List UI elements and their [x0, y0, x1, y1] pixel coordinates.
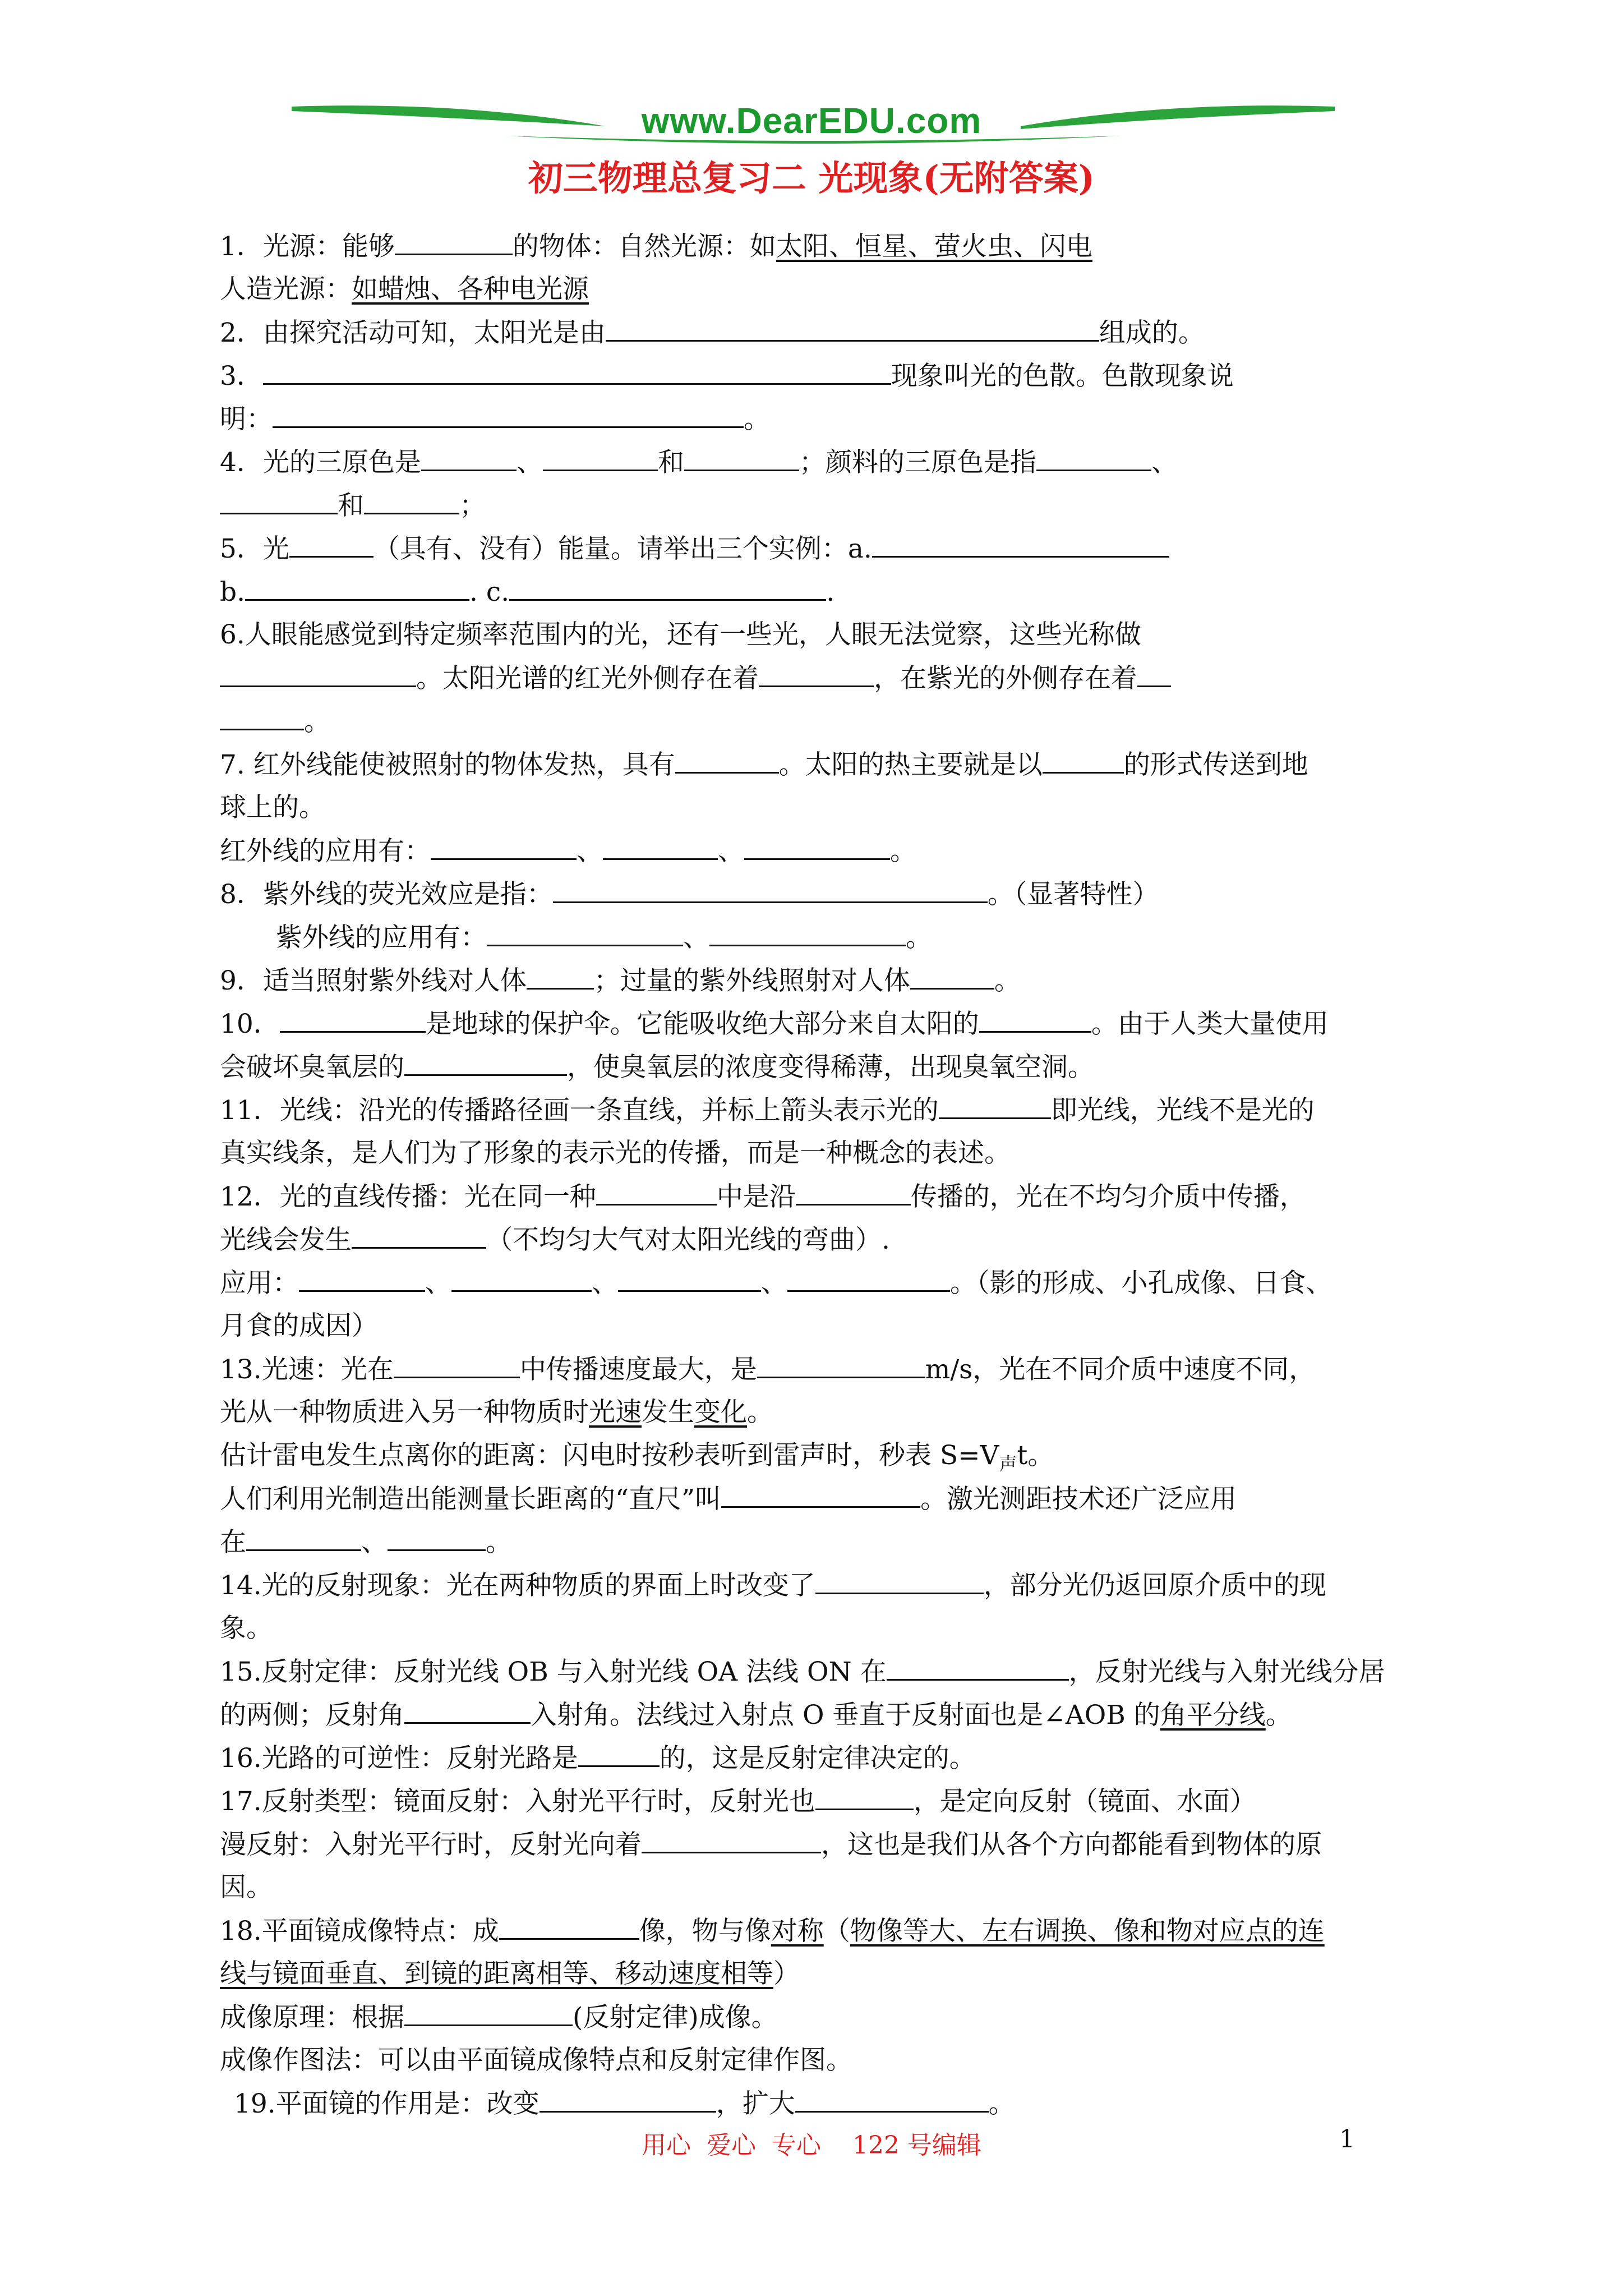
text: 像，物与像 — [639, 1916, 771, 1947]
blank — [744, 829, 890, 860]
item-6-line-3 — [220, 700, 1426, 743]
text: 5．光 — [220, 533, 289, 564]
item-13-line-2 — [220, 1391, 1426, 1434]
text: 和 — [657, 447, 684, 478]
item-18-line-4 — [220, 2039, 1426, 2082]
item-3-line — [220, 354, 1426, 397]
item-3-line-2 — [220, 397, 1426, 440]
text: 现象叫光的色散。色散现象说 — [891, 361, 1234, 392]
text: 。 — [994, 965, 1021, 996]
blank — [796, 1175, 911, 1205]
underlined-text: 光速 — [589, 1397, 642, 1428]
item-11-line-2 — [220, 1131, 1426, 1175]
text: 。由于人类大量使用 — [1091, 1009, 1329, 1039]
text: 。 — [1265, 1700, 1292, 1731]
text: 。 — [906, 922, 932, 953]
item-16-line — [220, 1736, 1426, 1779]
footer-text: 用心 爱心 专心 122 号编辑 — [642, 2131, 981, 2160]
blank — [757, 1347, 925, 1378]
text: 12．光的直线传播：光在同一种 — [220, 1181, 596, 1212]
text: 中是沿 — [716, 1181, 796, 1212]
item-10-line — [220, 1002, 1426, 1045]
text: 中传播速度最大，是 — [519, 1354, 757, 1385]
text: 10． — [220, 1009, 280, 1039]
blank — [273, 397, 744, 428]
blank — [404, 1045, 567, 1076]
text: ，在紫光的外侧存在着 — [874, 663, 1137, 694]
text: 、 — [425, 1268, 451, 1299]
item-1-line-2 — [220, 268, 1426, 311]
text: b. — [220, 577, 246, 608]
text: 传播的，光在不均匀介质中传播， — [910, 1181, 1306, 1212]
text: . c. — [469, 577, 510, 608]
text: 红外线的应用有： — [220, 836, 431, 867]
text: 、 — [361, 1527, 388, 1558]
text: 。（影的形成、小孔成像、日食、 — [950, 1268, 1332, 1299]
text: 14.光的反射现象：光在两种物质的界面上时改变了 — [220, 1570, 815, 1601]
blank — [280, 1002, 426, 1033]
item-12-line — [220, 1175, 1426, 1218]
text: m/s，光在不同介质中速度不同， — [925, 1354, 1316, 1385]
blank — [787, 1261, 950, 1292]
page-title: 初三物理总复习二 光现象(无附答案) — [528, 158, 1095, 199]
item-4-line-2 — [220, 484, 1426, 527]
blank — [815, 1779, 914, 1810]
item-5-line — [220, 527, 1426, 570]
blank — [815, 1563, 984, 1594]
text: 8．紫外线的荧光效应是指： — [220, 879, 553, 910]
text: 17.反射类型：镜面反射：入射光平行时，反射光也 — [220, 1786, 815, 1817]
item-15-line-2 — [220, 1693, 1426, 1736]
item-13-line — [220, 1347, 1426, 1391]
blank — [910, 959, 994, 990]
blank — [596, 1175, 717, 1205]
blank — [684, 440, 799, 471]
underlined-text: 线与镜面垂直、到镜的距离相等、移动速度相等 — [220, 1958, 773, 1989]
text: 9．适当照射紫外线对人体 — [220, 965, 527, 996]
text: 的形式传送到地 — [1123, 749, 1308, 780]
underlined-text: 物像等大、左右调换、像和物对应点的连 — [850, 1916, 1325, 1947]
item-19-line — [220, 2082, 1426, 2125]
text: 。 — [890, 836, 916, 867]
text: ； — [459, 490, 486, 521]
item-2-line — [220, 311, 1426, 354]
blank — [603, 829, 718, 860]
blank — [606, 311, 1099, 342]
text: 。激光测距技术还广泛应用 — [920, 1484, 1237, 1515]
item-12-line-3 — [220, 1261, 1426, 1304]
item-10-line-2 — [220, 1045, 1426, 1088]
site-url: www.DearEDU.com — [641, 100, 982, 141]
blank — [887, 1650, 1069, 1681]
text: 、 — [683, 922, 709, 953]
text: 光从一种物质进入另一种物质时 — [220, 1397, 589, 1428]
item-9-line — [220, 959, 1426, 1002]
text: 成像原理：根据 — [220, 2002, 404, 2033]
text: 。 — [988, 2088, 1015, 2119]
text: ，是定向反射（镜面、水面） — [913, 1786, 1256, 1817]
subscript: 声 — [999, 1453, 1017, 1475]
item-17-line — [220, 1779, 1426, 1823]
item-13-line-5 — [220, 1520, 1426, 1563]
blank — [675, 743, 779, 774]
text: 15.反射定律：反射光线 OB 与入射光线 OA 法线 ON 在 — [220, 1657, 887, 1687]
text: 的两侧；反射角 — [220, 1700, 404, 1731]
blank — [618, 1261, 761, 1292]
text: 的物体：自然光源：如 — [512, 231, 776, 262]
blank — [245, 570, 469, 601]
blank — [499, 1909, 639, 1940]
text: ，反射光线与入射光线分居 — [1068, 1657, 1385, 1687]
item-8-line — [220, 872, 1426, 915]
text: ；颜料的三原色是指 — [799, 447, 1036, 478]
text: 组成的。 — [1099, 318, 1205, 348]
blank — [979, 1002, 1091, 1033]
text: 6.人眼能感觉到特定频率范围内的光，还有一些光，人眼无法觉察，这些光称做 — [220, 619, 1141, 650]
text: 发生 — [642, 1397, 694, 1428]
blank — [721, 1477, 920, 1508]
text: 在 — [220, 1527, 246, 1558]
text: 人们利用光制造出能测量长距离的“直尺”叫 — [220, 1484, 722, 1515]
text: 、 — [718, 836, 744, 867]
text: . — [826, 577, 835, 608]
blank — [709, 915, 906, 946]
text: (反射定律)成像。 — [573, 2002, 778, 2033]
text: （不均匀大气对太阳光线的弯曲）. — [486, 1225, 890, 1255]
blank — [289, 527, 374, 558]
text: 估计雷电发生点离你的距离：闪电时按秒表听到雷声时，秒表 S=V — [220, 1440, 999, 1471]
blank — [759, 656, 874, 687]
text: ，使臭氧层的浓度变得稀薄，出现臭氧空洞。 — [567, 1052, 1094, 1083]
text: 19.平面镜的作用是：改变 — [234, 2088, 540, 2119]
text: 的，这是反射定律决定的。 — [659, 1743, 976, 1774]
blank — [1043, 743, 1124, 774]
text: t。 — [1017, 1440, 1054, 1471]
item-1-line — [220, 224, 1426, 268]
item-17-line-3 — [220, 1866, 1426, 1909]
item-7-line-2 — [220, 786, 1426, 829]
text: 即光线，光线不是光的 — [1050, 1095, 1315, 1126]
text: 4．光的三原色是 — [220, 447, 421, 478]
underlined-text: 变化 — [694, 1397, 747, 1428]
blank — [451, 1261, 592, 1292]
text: ，部分光仍返回原介质中的现 — [983, 1570, 1326, 1601]
item-17-line-2 — [220, 1823, 1426, 1866]
text: 18.平面镜成像特点：成 — [220, 1916, 499, 1947]
text: ，扩大 — [716, 2088, 795, 2119]
blank — [487, 915, 683, 946]
text: 会破坏臭氧层的 — [220, 1052, 404, 1083]
blank — [553, 872, 988, 903]
text: 应用： — [220, 1268, 299, 1299]
text: 。太阳的热主要就是以 — [778, 749, 1043, 780]
text: ；过量的紫外线照射对人体 — [593, 965, 910, 996]
text: 明： — [220, 404, 273, 435]
item-4-line — [220, 440, 1426, 484]
blank — [578, 1736, 660, 1767]
blank — [543, 440, 658, 471]
text: 3． — [220, 361, 263, 392]
item-5-line-2 — [220, 570, 1426, 613]
blank — [1036, 440, 1151, 471]
text: 紫外线的应用有： — [276, 922, 487, 953]
text: 16.光路的可逆性：反射光路是 — [220, 1743, 578, 1774]
item-12-line-4 — [220, 1304, 1426, 1347]
blank — [404, 1693, 531, 1724]
blank — [263, 354, 891, 385]
blank — [795, 2082, 989, 2113]
text: 人造光源： — [220, 274, 352, 305]
text: 。（显著特性） — [987, 879, 1159, 910]
text: 象。 — [220, 1613, 273, 1644]
blank — [220, 656, 416, 687]
text: 1．光源：能够 — [220, 231, 395, 262]
text: 成像作图法：可以由平面镜成像特点和反射定律作图。 — [220, 2045, 852, 2076]
item-14-line-2 — [220, 1607, 1426, 1650]
text: 、 — [761, 1268, 787, 1299]
item-18-line-2 — [220, 1952, 1426, 1995]
text: 漫反射：入射光平行时，反射光向着 — [220, 1829, 642, 1860]
item-7-line — [220, 743, 1426, 786]
blank — [352, 1218, 486, 1249]
text: 因。 — [220, 1872, 273, 1903]
text: 真实线条，是人们为了形象的表示光的传播，而是一种概念的表述。 — [220, 1138, 1011, 1168]
item-18-line — [220, 1909, 1426, 1952]
text: 11．光线：沿光的传播路径画一条直线，并标上箭头表示光的 — [220, 1095, 939, 1126]
item-6-line-2 — [220, 656, 1426, 700]
item-7-line-3 — [220, 829, 1426, 872]
underlined-text: 对称 — [771, 1916, 824, 1947]
blank — [394, 1347, 520, 1378]
blank — [642, 1823, 821, 1853]
text: 。 — [486, 1527, 512, 1558]
page-number: 1 — [1339, 2125, 1355, 2154]
blank — [388, 1520, 486, 1551]
text: 球上的。 — [220, 792, 325, 823]
underlined-text: 角平分线 — [1160, 1700, 1266, 1731]
blank — [220, 484, 338, 514]
text: 、 — [1151, 447, 1178, 478]
text: 。 — [744, 404, 770, 435]
blank — [939, 1088, 1051, 1119]
item-12-line-2 — [220, 1218, 1426, 1261]
item-14-line — [220, 1563, 1426, 1607]
blank — [404, 1995, 573, 2026]
text: ） — [773, 1958, 800, 1989]
text: 、 — [592, 1268, 618, 1299]
text: ，这也是我们从各个方向都能看到物体的原 — [821, 1829, 1322, 1860]
blank — [527, 959, 594, 990]
text: 。太阳光谱的红光外侧存在着 — [416, 663, 759, 694]
item-13-line-4 — [220, 1477, 1426, 1520]
blank — [431, 829, 577, 860]
text: （具有、没有）能量。请举出三个实例：a. — [373, 533, 872, 564]
text: 、 — [516, 447, 543, 478]
text: （ — [823, 1916, 850, 1947]
text: 。 — [747, 1397, 773, 1428]
item-18-line-3 — [220, 1995, 1426, 2039]
text: 、 — [577, 836, 603, 867]
blank — [509, 570, 826, 601]
blank — [299, 1261, 425, 1292]
blank — [246, 1520, 361, 1551]
item-6-line — [220, 613, 1426, 656]
item-13-line-3 — [220, 1434, 1426, 1477]
blank — [395, 224, 513, 255]
item-15-line — [220, 1650, 1426, 1693]
text: 13.光速：光在 — [220, 1354, 394, 1385]
blank — [421, 440, 517, 471]
text: 是地球的保护伞。它能吸收绝大部分来自太阳的 — [425, 1009, 979, 1039]
blank — [220, 700, 304, 730]
text: 和 — [338, 490, 364, 521]
blank — [540, 2082, 716, 2113]
blank — [872, 527, 1169, 558]
item-8-line-2 — [220, 915, 1426, 959]
underlined-text: 太阳、恒星、萤火虫、闪电 — [776, 231, 1092, 262]
text: 2．由探究活动可知，太阳光是由 — [220, 318, 606, 348]
item-11-line — [220, 1088, 1426, 1131]
underlined-text: 如蜡烛、各种电光源 — [352, 274, 589, 305]
text: 光线会发生 — [220, 1225, 352, 1255]
blank — [1137, 656, 1171, 687]
blank — [364, 484, 459, 514]
text: 7. 红外线能使被照射的物体发热，具有 — [220, 749, 675, 780]
text: 月食的成因） — [220, 1310, 378, 1341]
text: 。 — [304, 706, 330, 737]
text: 入射角。法线过入射点 O 垂直于反射面也是∠AOB 的 — [531, 1700, 1160, 1731]
document-body — [220, 224, 1426, 2125]
